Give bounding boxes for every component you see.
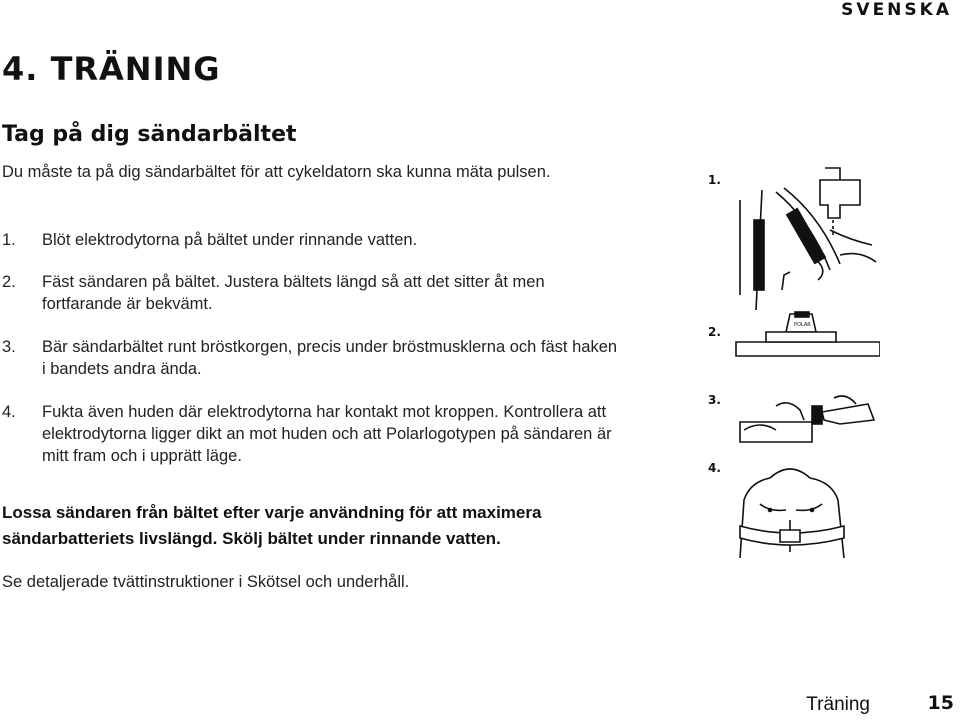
transmitter-belt-drawing (736, 312, 880, 356)
maintenance-note: Lossa sändaren från bältet efter varje användning för att maximera sändarbatteriets livslängd. Skölj bältet under rinnande vatten. (2, 503, 542, 548)
step-text: Blöt elektrodytorna på bältet under rinnande vatten. (42, 231, 418, 249)
step-number: 4. (2, 403, 16, 421)
torso-belt-drawing (740, 469, 844, 558)
see-also-text: Se detaljerade tvättinstruktioner i Skötsel och underhåll. (2, 573, 410, 591)
adjusting-belt-drawing (740, 396, 874, 442)
page-number: 15 (927, 692, 954, 714)
wetting-belt-drawing (740, 168, 876, 310)
section-title: Tag på dig sändarbältet (2, 122, 297, 147)
list-item (2, 336, 622, 380)
figure-label-4: 4. (708, 461, 721, 475)
intro-paragraph: Du måste ta på dig sändarbältet för att cykeldatorn ska kunna mäta pulsen. (2, 163, 551, 181)
step-text: Fäst sändaren på bältet. Justera bältets längd så att det sitter åt men fortfarande är bekvämt. (42, 273, 545, 313)
step-number: 3. (2, 338, 16, 356)
footer-section-name: Träning (806, 694, 870, 715)
list-item (2, 229, 622, 251)
step-number: 1. (2, 231, 16, 249)
figure-label-3: 3. (708, 393, 721, 407)
step-text: Fukta även huden där elektrodytorna har kontakt mot kroppen. Kontrollera att elektrodytorna ligger dikt an mot huden och att Polarlogotypen på sändaren är mitt fram och i upprätt läge. (42, 403, 612, 465)
instruction-illustration (700, 160, 880, 560)
chapter-title: 4. TRÄNING (2, 50, 221, 88)
list-item (2, 401, 622, 467)
step-number: 2. (2, 273, 16, 291)
language-label: SVENSKA (841, 0, 952, 20)
step-text: Bär sändarbältet runt bröstkorgen, precis under bröstmusklerna och fäst haken i bandets andra ända. (42, 338, 618, 378)
figure-label-1: 1. (708, 173, 721, 187)
figure-label-2: 2. (708, 325, 721, 339)
polar-logo: POLAR (794, 322, 811, 328)
instruction-list (2, 229, 622, 488)
list-item (2, 271, 622, 315)
